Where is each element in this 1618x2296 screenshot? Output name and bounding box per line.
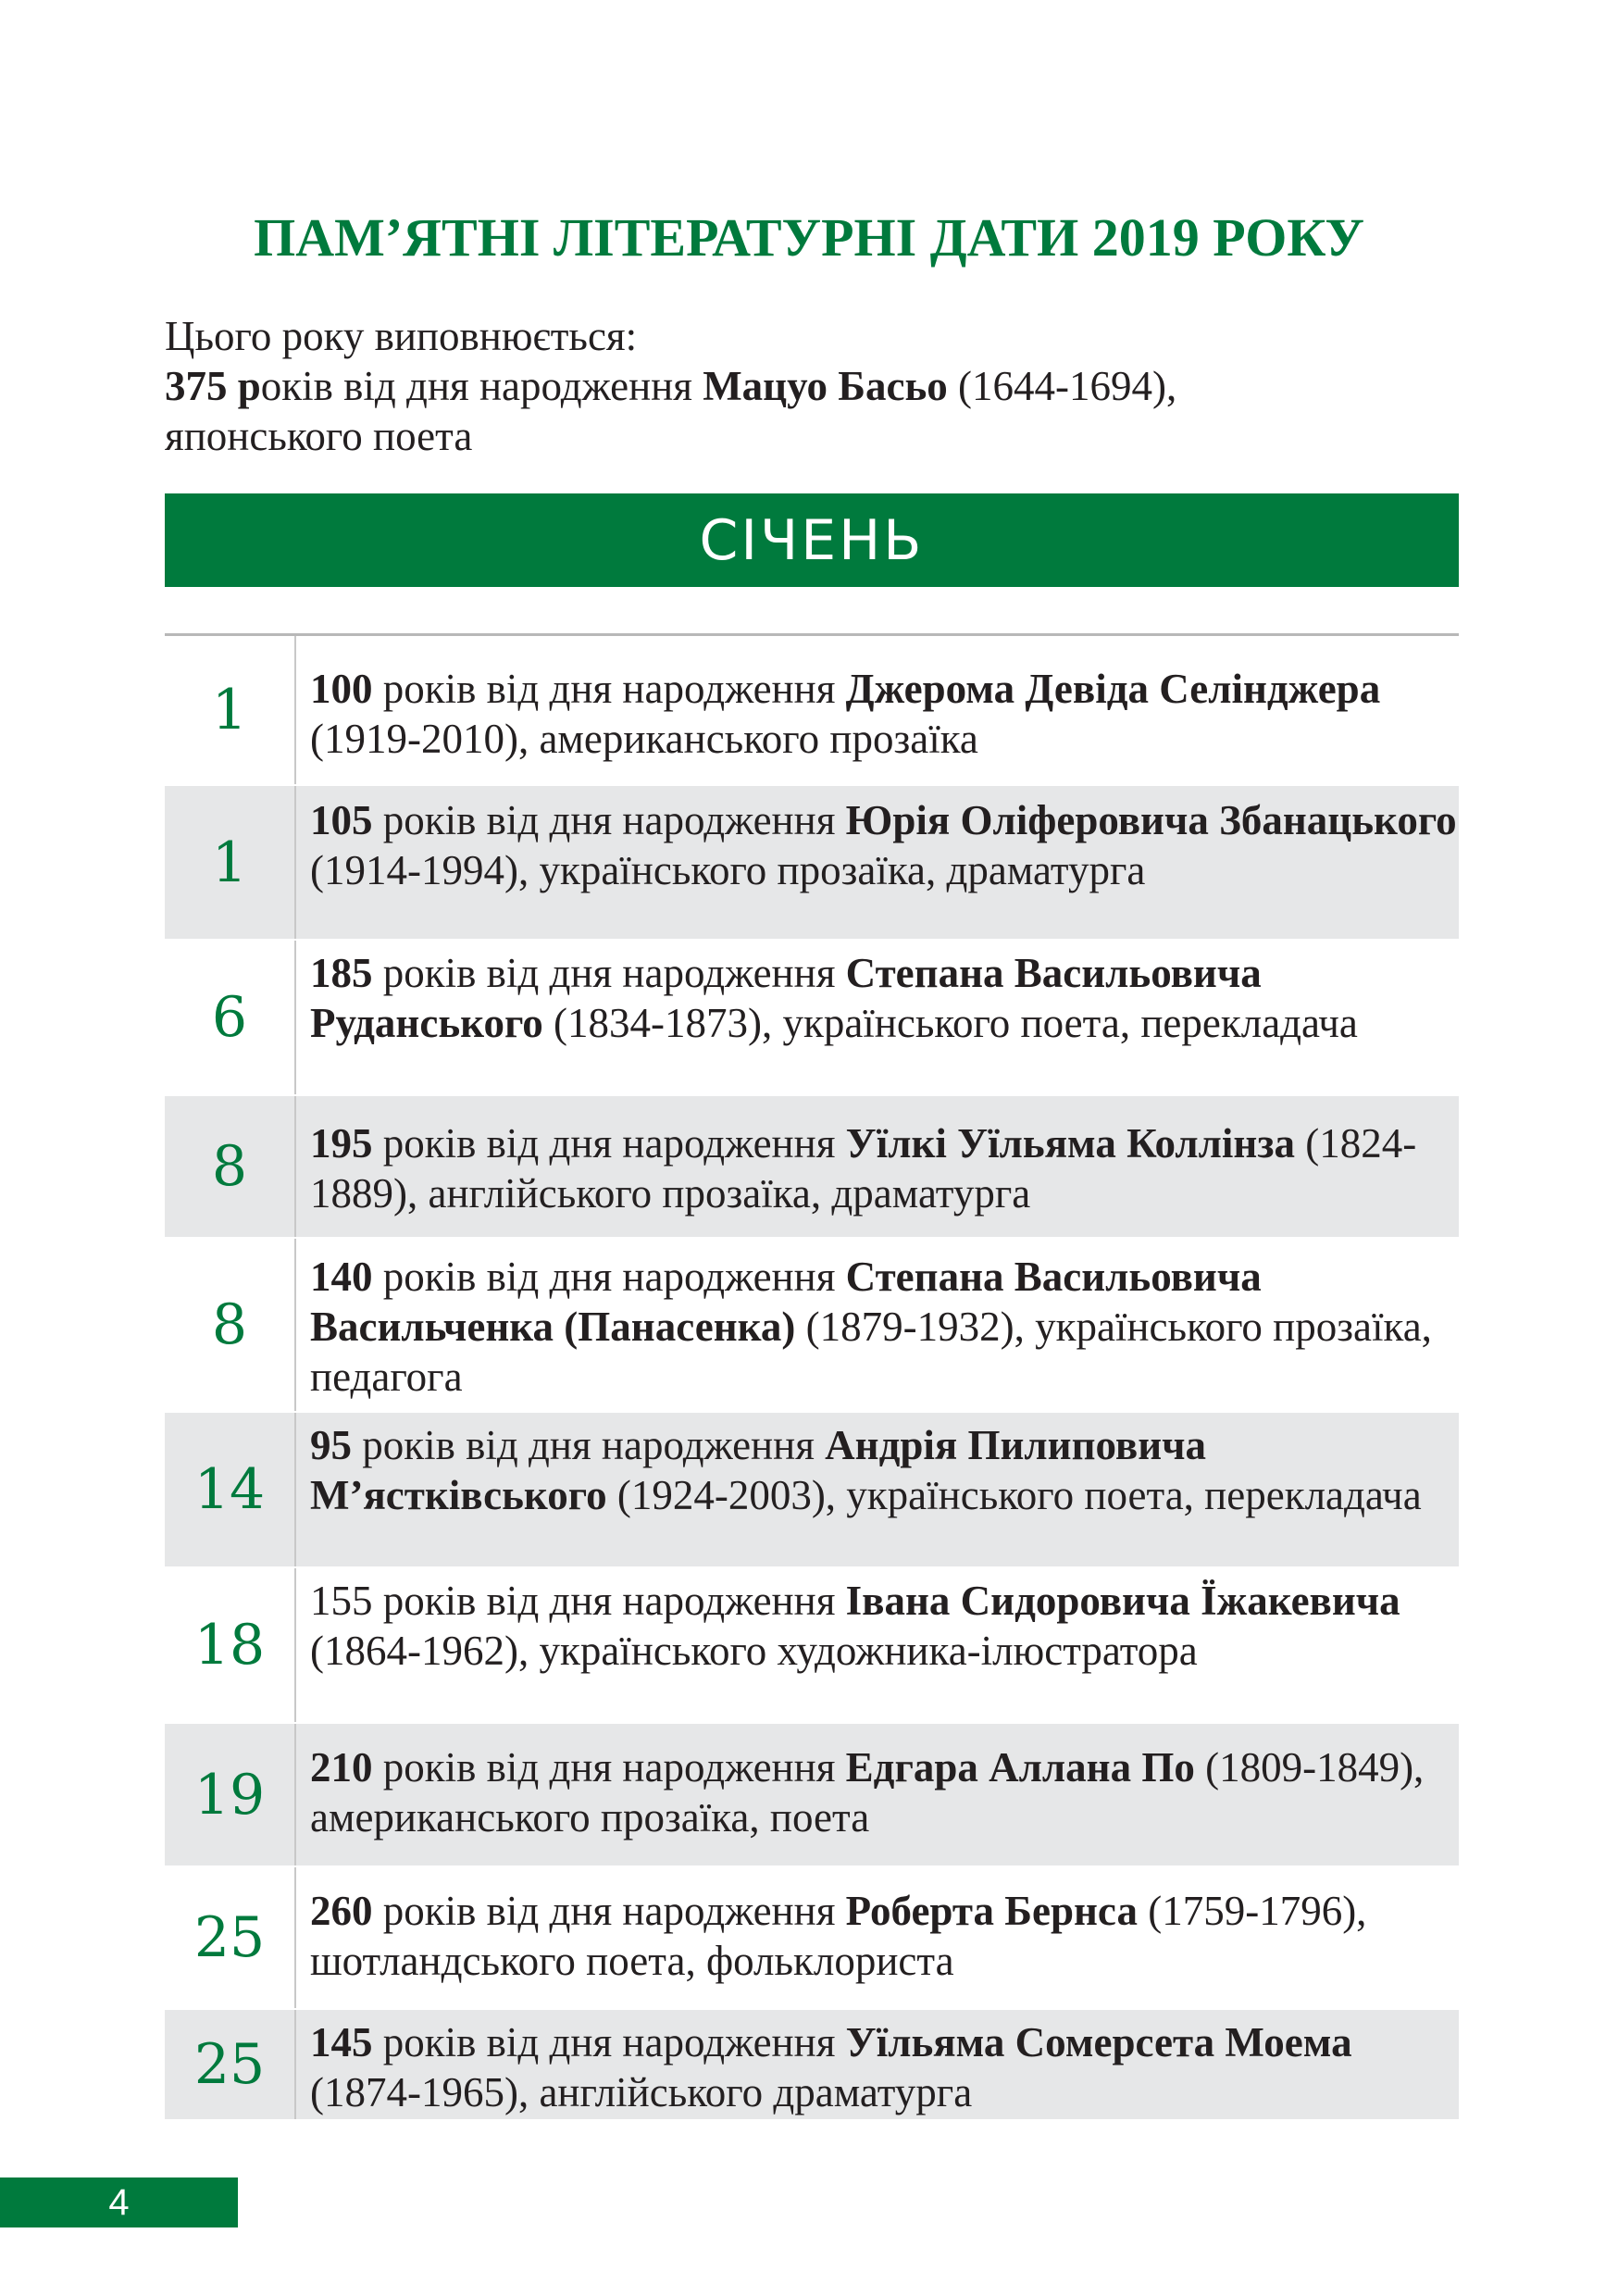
event-mid: років від дня народження [372,666,846,712]
event-mid: років від дня народження [372,1254,846,1300]
intro-years: 375 р [165,363,261,409]
event-rest: (1864-1962), українського художника-ілюстратора [310,1628,1198,1674]
event-day: 1 [165,786,296,939]
event-name: Івана Сидоровича Їжакевича [845,1578,1400,1624]
event-day: 19 [165,1724,296,1866]
event-name: Джерома Девіда Селінджера [845,666,1381,712]
event-day: 8 [165,1096,296,1237]
event-name: Андрія Пилиповича М’ястківського [310,1422,1207,1518]
event-text [296,2010,1459,2119]
event-mid: років від дня народження [372,2019,846,2065]
event-text [296,1867,1459,2008]
event-text [296,941,1459,1094]
event-years: 140 [310,1254,373,1300]
event-day: 1 [165,636,296,784]
event-rest: (1874-1965), англійського драматурга [310,2069,973,2115]
event-text [296,1096,1459,1237]
intro-role: японського поета [165,413,473,459]
event-name: Степана Васильовича Руданського [310,950,1262,1046]
event-row [165,1413,1459,1568]
event-day: 6 [165,941,296,1094]
event-row [165,2010,1459,2121]
event-mid: років від дня народження [372,1578,846,1624]
event-text [296,636,1459,784]
event-rest: (1824-1889), англійського прозаїка, драматурга [310,1120,1417,1217]
intro-anniversary [165,361,1461,411]
event-years: 105 [310,797,373,843]
intro-dates: (1644-1694), [947,363,1177,409]
intro-lead: Цього року виповнюється: [165,313,638,359]
event-rest: (1834-1873), українського поета, перекладача [542,1000,1358,1046]
event-rest: (1809-1849), американського прозаїка, поета [310,1744,1425,1841]
event-mid: років від дня народження [372,1744,846,1791]
event-rest: (1919-2010), американського прозаїка [310,716,978,762]
event-text [296,1568,1459,1722]
event-years: 100 [310,666,373,712]
event-name: Степана Васильовича Васильченка (Панасенка) [310,1254,1262,1350]
event-mid: років від дня народження [372,1120,846,1167]
month-banner: СІЧЕНЬ [165,493,1459,587]
event-row [165,1568,1459,1724]
event-years: 185 [310,950,373,996]
event-years: 95 [310,1422,352,1468]
event-text [296,1724,1459,1866]
event-name: Юрія Оліферовича Збанацького [845,797,1457,843]
intro-name: Мацуо Басьо [703,363,948,409]
event-name: Едгара Аллана По [845,1744,1195,1791]
event-mid: років від дня народження [372,1888,846,1934]
event-rest: (1924-2003), українського поета, перекладача [606,1472,1422,1518]
events-table [165,633,1459,2121]
event-day: 25 [165,1867,296,2008]
event-rest: (1879-1932), українського прозаїка, педагога [310,1304,1432,1400]
event-text [296,1239,1459,1411]
event-years: 145 [310,2019,373,2065]
event-day: 8 [165,1239,296,1411]
event-row [165,1239,1459,1413]
event-years: 260 [310,1888,373,1934]
event-name: Уїльяма Сомерсета Моема [845,2019,1352,2065]
event-years: 210 [310,1744,373,1791]
event-name: Роберта Бернса [845,1888,1138,1934]
event-row [165,636,1459,786]
intro-block [165,311,1461,461]
intro-years-rest: оків від дня народження [260,363,703,409]
event-years: 155 [310,1578,373,1624]
event-row [165,786,1459,941]
page-title: ПАМ’ЯТНІ ЛІТЕРАТУРНІ ДАТИ 2019 РОКУ [254,207,1364,268]
event-years: 195 [310,1120,373,1167]
event-row [165,1867,1459,2010]
page-number: 4 [0,2177,238,2227]
event-mid: років від дня народження [372,950,846,996]
event-text [296,786,1459,939]
event-row [165,941,1459,1096]
event-rest: (1914-1994), українського прозаїка, драматурга [310,847,1146,893]
event-rest: (1759-1796), шотландського поета, фольклориста [310,1888,1367,1984]
event-day: 18 [165,1568,296,1722]
event-name: Уїлкі Уїльяма Коллінза [845,1120,1295,1167]
event-day: 25 [165,2010,296,2119]
event-day: 14 [165,1413,296,1566]
event-mid: років від дня народження [372,797,846,843]
event-mid: років від дня народження [352,1422,826,1468]
event-row [165,1096,1459,1239]
event-row [165,1724,1459,1867]
event-text [296,1413,1459,1566]
